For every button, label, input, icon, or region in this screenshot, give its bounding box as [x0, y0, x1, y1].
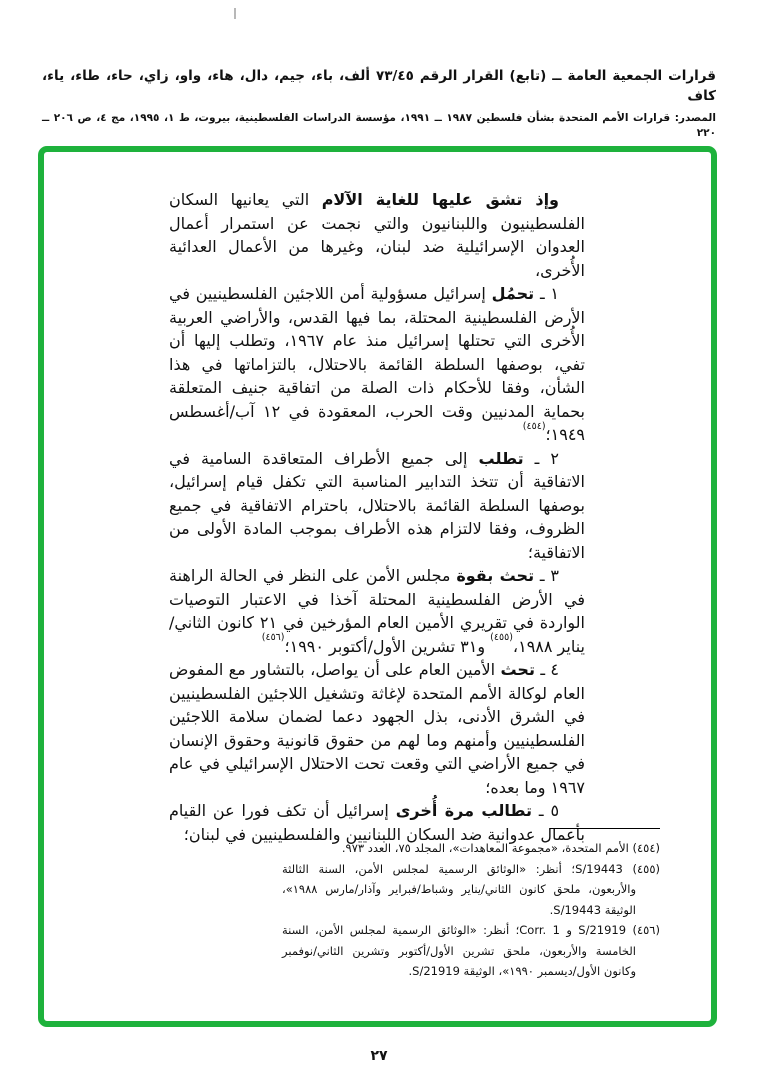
paragraph-lead: تطالب مرة أُخرى	[395, 801, 532, 820]
paragraph-text: إسرائيل أن تكف فورا عن القيام بأعمال عدوانية ضد السكان اللبنانيين والفلسطينيين في لبنان؛	[169, 801, 585, 844]
footnote-454: (٤٥٤) الأمم المتحدة، «مجموعة المعاهدات»، المجلد ٧٥، العدد ٩٧٣.	[341, 841, 660, 855]
operative-paragraph-4	[169, 658, 585, 799]
paragraph-number: ٥ ـ	[531, 801, 560, 820]
page-header	[42, 66, 716, 141]
paragraph-text: الأمين العام على أن يواصل، بالتشاور مع المفوض العام لوكالة الأمم المتحدة لإغاثة وتشغيل اللاجئين الفلسطينيين في الشرق الأدنى، بذل الجهود دعما لضمان سلامة اللاجئين الفلسطينيين وأمنهم وما لهم من حقوق قانونية وحقوق الإنسان في جميع الأراضي التي وقعت تحت الاحتلال الإسرائيلي في عام ١٩٦٧ وما بعده؛	[169, 660, 585, 797]
paragraph-lead: تحث	[500, 660, 535, 679]
footnote-ref-454: (٤٥٤)	[522, 420, 546, 432]
footnote-455: (٤٥٥) S/19443؛ أنظر: «الوثائق الرسمية لمجلس الأمن، السنة الثالثة والأربعون، ملحق كانون الثاني/يناير وشباط/فبراير وآذار/مارس ١٩٨٨»، الوثيقة S/19443.	[282, 861, 660, 917]
preamble-paragraph	[169, 188, 585, 282]
footnote-ref-455: (٤٥٥)	[490, 632, 513, 644]
paragraph-number: ٤ ـ	[534, 660, 560, 679]
footnote-ref-456: (٤٥٦)	[261, 632, 285, 644]
paragraph-lead: تحمُل	[491, 284, 535, 303]
content-box	[38, 146, 717, 1027]
paragraph-number: ٢ ـ	[523, 448, 559, 468]
preamble-text: التي يعانيها السكان الفلسطينيون واللبنانيون والتي نجمت عن استمرار أعمال العدوان الإسرائيلية ضد لبنان، وغيرها من الأعمال العدائية الأُخرى،	[169, 190, 585, 280]
paragraph-text: إلى جميع الأطراف المتعاقدة السامية في الاتفاقية أن تتخذ التدابير المناسبة التي تكفل قيام إسرائيل، بوصفها السلطة القائمة بالاحتلال، باحترام الاتفاقية في جميع الظروف، وفقا لالتزام هذه الأطراف بموجب المادة الأولى من الاتفاقية؛	[169, 448, 585, 562]
paragraph-number: ١ ـ	[534, 284, 560, 303]
paragraph-text: مجلس الأمن على النظر في الحالة الراهنة في الأرض الفلسطينية المحتلة آخذا في الاعتبار التوصيات الواردة في تقريري الأمين العام المؤرخين في ٢١ كانون الثاني/يناير ١٩٨٨،	[169, 566, 585, 656]
resolution-body	[169, 188, 585, 846]
operative-paragraph-1	[169, 282, 585, 447]
footnote-456: (٤٥٦) S/21919 و Corr. 1؛ أنظر: «الوثائق الرسمية لمجلس الأمن، السنة الخامسة والأربعون، ملحق تشرين الأول/أكتوبر وتشرين الثاني/نوفمبر وكانون الأول/ديسمبر ١٩٩٠»، الوثيقة S/21919.	[282, 923, 660, 978]
paragraph-lead: تطلب	[478, 448, 524, 468]
page-number: ٢٧	[370, 1048, 388, 1064]
paragraph-text-cont: و٣١ تشرين الأول/أكتوبر ١٩٩٠؛	[284, 636, 491, 656]
paragraph-number: ٣ ـ	[534, 566, 560, 585]
paragraph-lead: تحث بقوة	[456, 566, 535, 585]
footnotes-section	[282, 828, 660, 982]
paragraph-text: إسرائيل مسؤولية أمن اللاجئين الفلسطينيين في الأرض الفلسطينية المحتلة، بما فيها القدس، والأراضي العربية الأُخرى التي تحتلها إسرائيل منذ عام ١٩٦٧، وتطلب إليها أن تفي، بوصفها السلطة القائمة بالاحتلال، بالتزاماتها في هذا الشأن، وفقا للأحكام ذات الصلة من اتفاقية جنيف المتعلقة بحماية المدنيين وقت الحرب، المعقودة في ١٢ آب/أغسطس ١٩٤٩؛	[169, 284, 586, 444]
preamble-lead: وإذ تشق عليها للغاية الآلام	[321, 190, 559, 209]
header-title: قرارات الجمعية العامة ــ (تابع) القرار الرقم ٧٣/٤٥ ألف، باء، جيم، دال، هاء، واو، زاي، حاء، طاء، ياء، كاف	[42, 68, 716, 104]
operative-paragraph-3	[169, 564, 585, 658]
operative-paragraph-2	[169, 447, 585, 565]
footnote-separator-rule	[550, 828, 660, 829]
source-line: المصدر: قرارات الأمم المتحدة بشأن فلسطين ١٩٨٧ ــ ١٩٩١، مؤسسة الدراسات الفلسطينية، بيروت، ط ١، ١٩٩٥، مج ٤، ص ٢٠٦ ــ ٢٢٠	[42, 112, 716, 139]
scan-artifact-mark	[234, 8, 236, 19]
